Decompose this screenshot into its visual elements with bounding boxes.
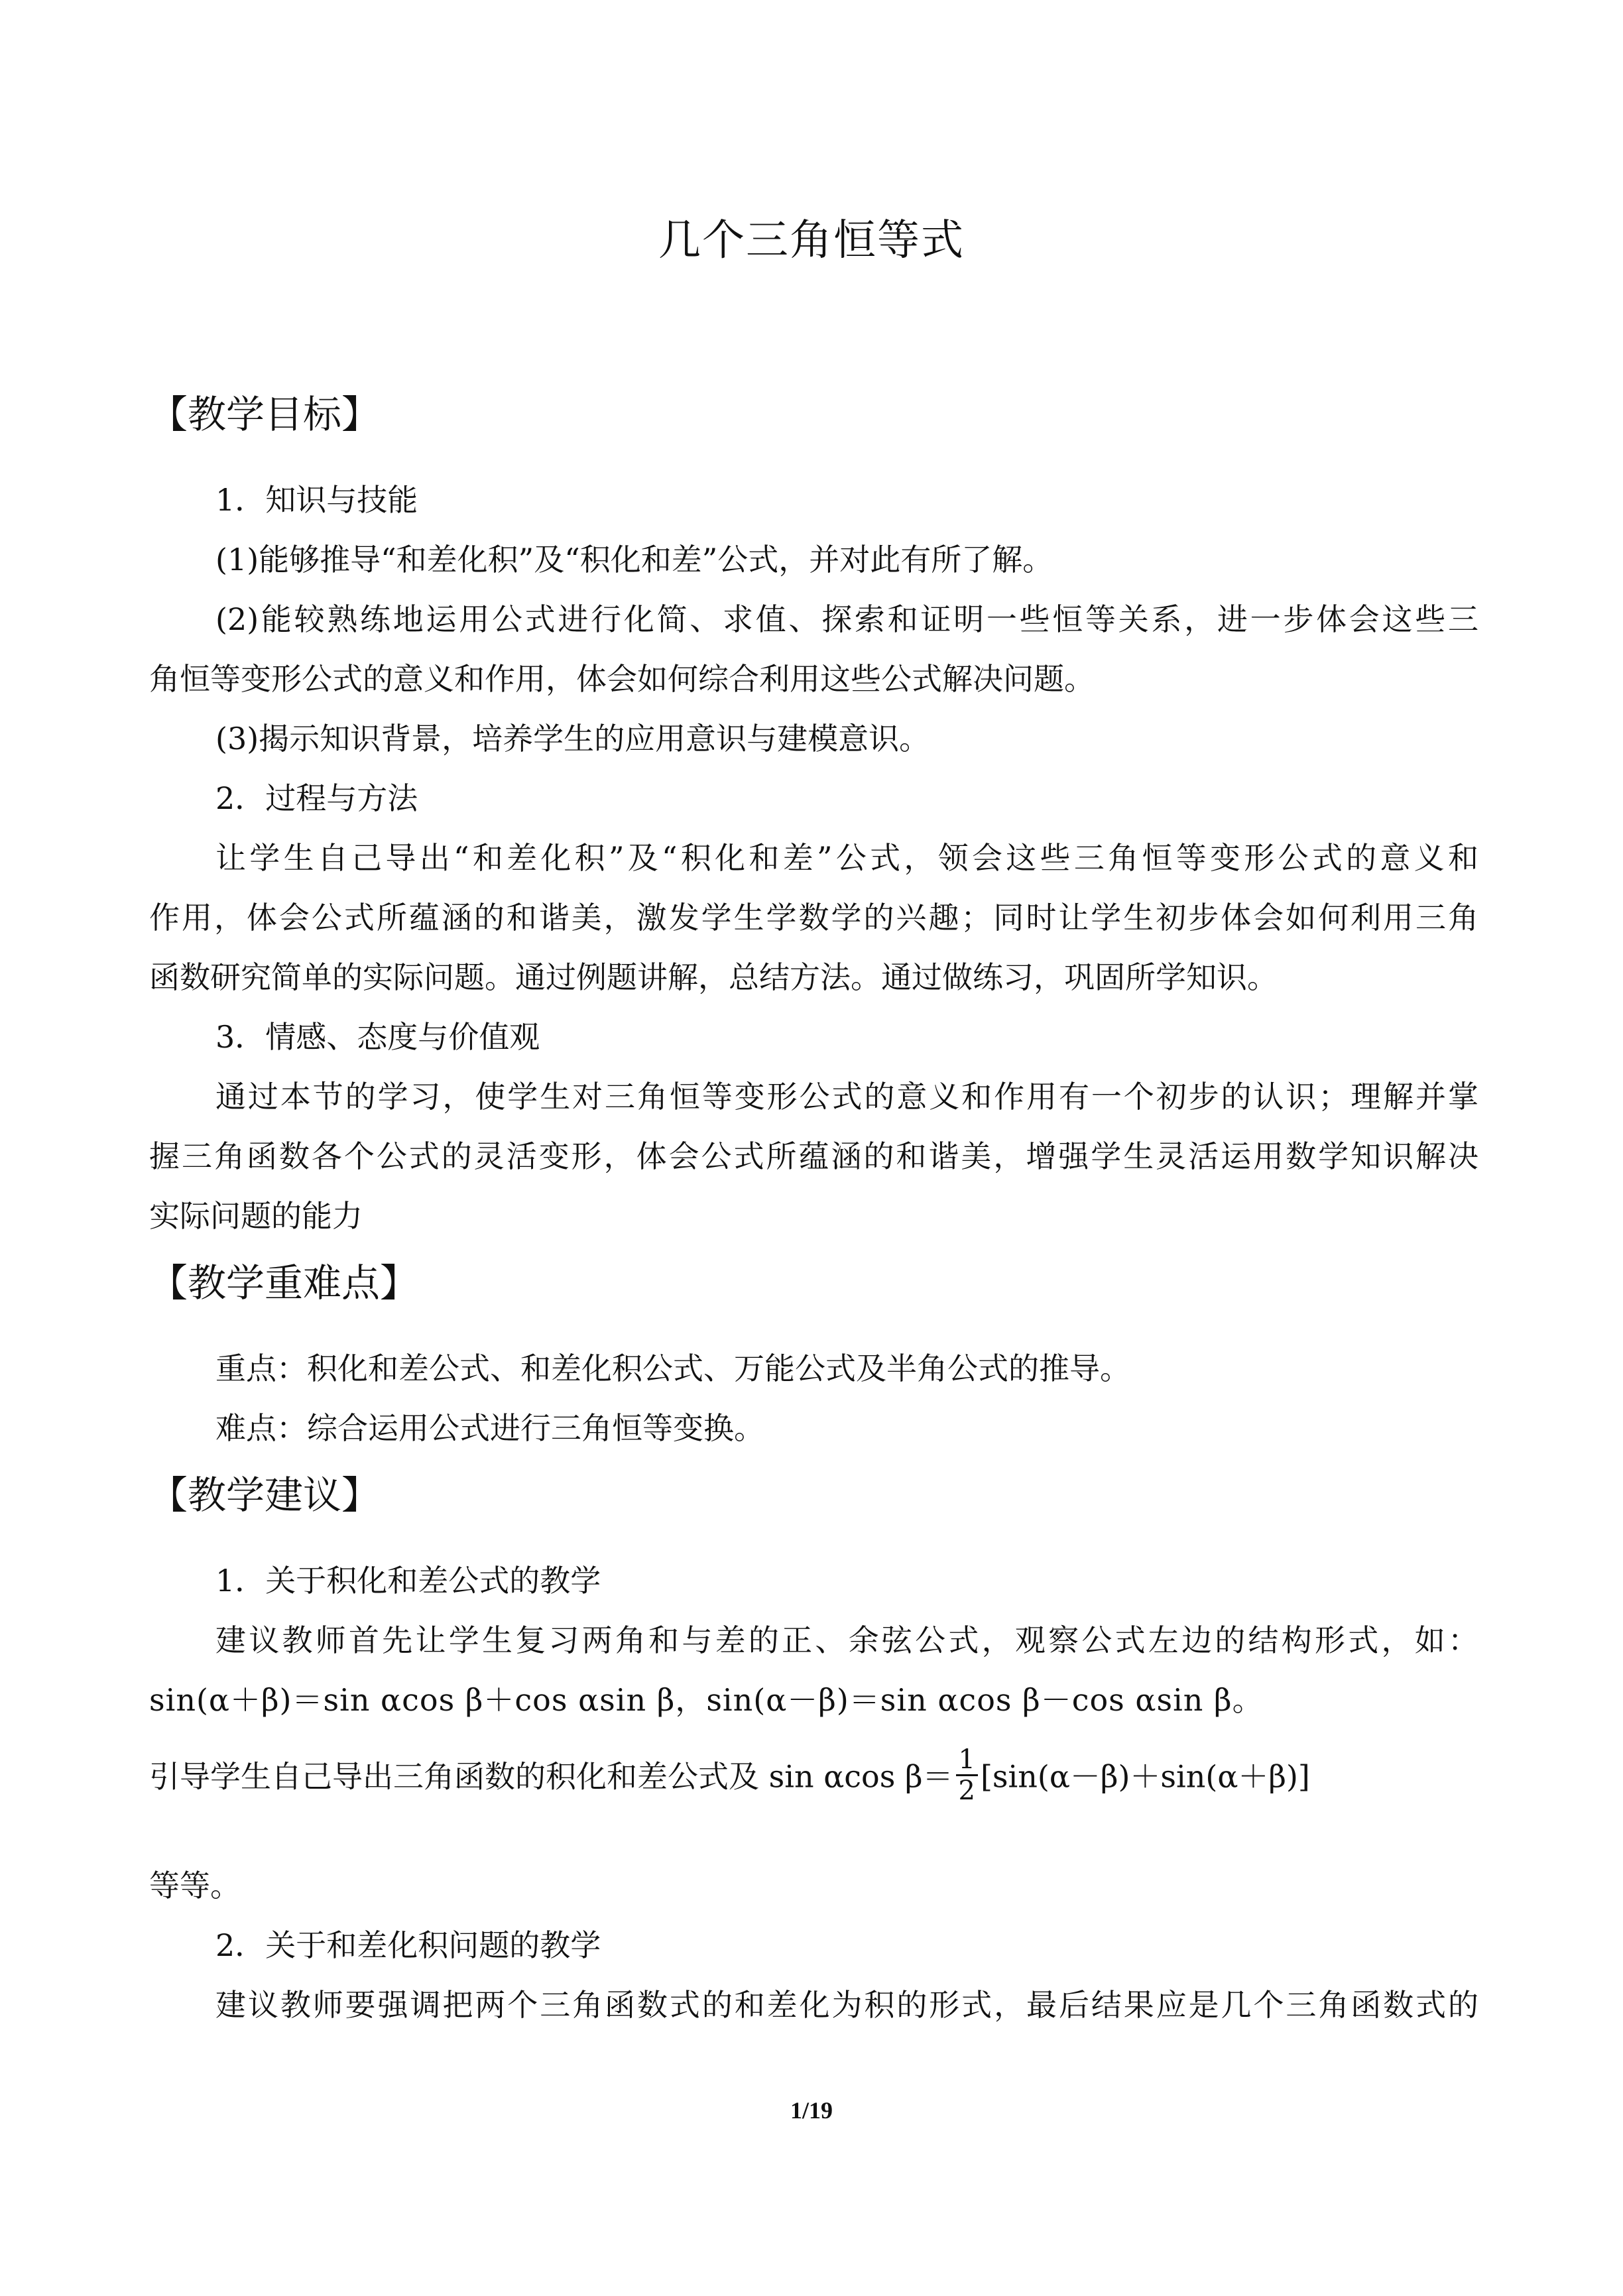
suggestion-formula-line: sin(α＋β)＝sin αcos β＋cos αsin β，sin(α－β)＝sin αcos β－cos αsin β。: [149, 1682, 1264, 1718]
objectives-heading-knowledge: 1．知识与技能: [215, 482, 418, 518]
section-heading-key-points: 【教学重难点】: [149, 1260, 419, 1305]
fraction-denominator: 2: [958, 1776, 975, 1806]
objectives-paragraph-3: (3)揭示知识背景，培养学生的应用意识与建模意识。: [215, 721, 930, 756]
key-point-important: 重点：积化和差公式、和差化积公式、万能公式及半角公式的推导。: [215, 1351, 1130, 1386]
objectives-paragraph-2-line-1: (2)能较熟练地运用公式进行化简、求值、探索和证明一些恒等关系，进一步体会这些三: [215, 601, 1478, 637]
objectives-paragraph-5-line-2: 握三角函数各个公式的灵活变形，体会公式所蕴涵的和谐美，增强学生灵活运用数学知识解决: [149, 1138, 1478, 1174]
section-heading-objectives: 【教学目标】: [149, 392, 381, 437]
document-title: 几个三角恒等式: [658, 216, 965, 265]
fraction-one-half: [956, 1745, 978, 1805]
suggestion-heading-sum-to-product: 2．关于和差化积问题的教学: [215, 1927, 601, 1963]
formula-prefix: 引导学生自己导出三角函数的积化和差公式及 sin αcos β＝: [149, 1758, 953, 1795]
formula-suffix: [sin(α－β)＋sin(α＋β)]: [980, 1758, 1310, 1795]
objectives-paragraph-5-line-1: 通过本节的学习，使学生对三角恒等变形公式的意义和作用有一个初步的认识；理解并掌: [215, 1079, 1478, 1115]
page-number: 1/19: [790, 2097, 833, 2124]
suggestion-heading-product-to-sum: 1．关于积化和差公式的教学: [215, 1563, 601, 1599]
objectives-paragraph-4-line-1: 让学生自己导出“和差化积”及“积化和差”公式，领会这些三角恒等变形公式的意义和: [215, 840, 1478, 876]
fraction-numerator: 1: [956, 1745, 978, 1776]
objectives-paragraph-4-line-2: 作用，体会公式所蕴涵的和谐美，激发学生学数学的兴趣；同时让学生初步体会如何利用三角: [149, 900, 1478, 936]
objectives-paragraph-1: (1)能够推导“和差化积”及“积化和差”公式，并对此有所了解。: [215, 542, 1053, 577]
objectives-heading-values: 3．情感、态度与价值观: [215, 1019, 540, 1055]
objectives-paragraph-5-line-3: 实际问题的能力: [149, 1198, 363, 1234]
objectives-heading-process: 2．过程与方法: [215, 780, 418, 816]
suggestion-paragraph-1-line-4: 等等。: [149, 1868, 241, 1903]
suggestion-paragraph-1-line-1: 建议教师首先让学生复习两角和与差的正、余弦公式，观察公式左边的结构形式，如：: [215, 1622, 1478, 1658]
key-point-difficult: 难点：综合运用公式进行三角恒等变换。: [215, 1410, 764, 1446]
section-heading-suggestions: 【教学建议】: [149, 1473, 381, 1518]
suggestion-paragraph-1-line-3: [149, 1744, 1478, 1809]
objectives-paragraph-2-line-2: 角恒等变形公式的意义和作用，体会如何综合利用这些公式解决问题。: [149, 661, 1095, 697]
suggestion-paragraph-2-line-1: 建议教师要强调把两个三角函数式的和差化为积的形式，最后结果应是几个三角函数式的: [215, 1987, 1478, 2023]
objectives-paragraph-4-line-3: 函数研究简单的实际问题。通过例题讲解，总结方法。通过做练习，巩固所学知识。: [149, 959, 1278, 995]
